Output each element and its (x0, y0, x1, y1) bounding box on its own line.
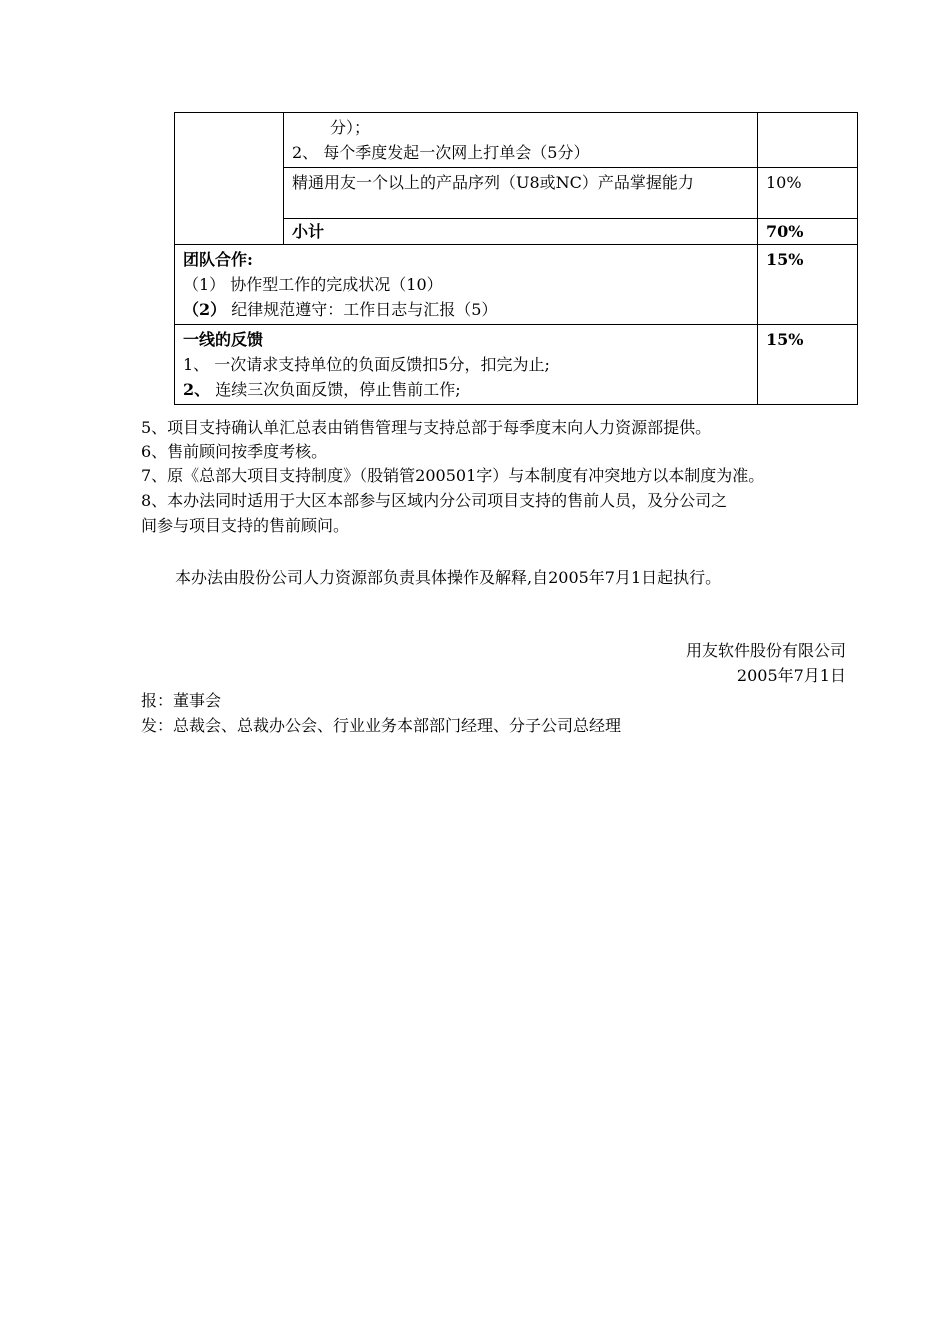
percent-cell-empty (758, 113, 858, 168)
feedback-item-1: 1、 一次请求支持单位的负面反馈扣5分，扣完为止; (183, 355, 550, 374)
table-row (175, 325, 858, 405)
feedback-item-2-number: 2、 (183, 380, 211, 399)
paragraph-8-line-1: 8、本办法同时适用于大区本部参与区域内分公司项目支持的售前人员，及分公司之 (141, 491, 728, 510)
team-cell (175, 245, 758, 325)
category-cell-empty (175, 113, 284, 245)
paragraph-7: 7、原《总部大项目支持制度》（股销管200501字）与本制度有冲突地方以本制度为准。 (141, 466, 765, 485)
team-item-1: （1） 协作型工作的完成状况（10） (183, 275, 443, 294)
subtotal-label: 小计 (284, 219, 758, 245)
subtotal-percent: 70% (758, 219, 858, 245)
feedback-title: 一线的反馈 (183, 330, 264, 349)
execution-statement: 本办法由股份公司人力资源部负责具体操作及解释,自2005年7月1日起执行。 (175, 568, 722, 587)
signature-date: 2005年7月1日 (736, 666, 846, 685)
report-line: 报：董事会 (141, 691, 222, 710)
table-row (175, 245, 858, 325)
paragraph-6: 6、售前顾问按季度考核。 (141, 442, 328, 461)
feedback-item-2-text: 连续三次负面反馈，停止售前工作; (210, 380, 461, 399)
feedback-cell (175, 325, 758, 405)
criteria-continuation: 分）； (330, 118, 371, 137)
table-row (175, 113, 858, 168)
criteria-item-2: 2、 每个季度发起一次网上打单会（5分） (292, 143, 590, 162)
signature-company: 用友软件股份有限公司 (685, 641, 846, 660)
feedback-item-2 (183, 377, 749, 402)
paragraph-8-line-2: 间参与项目支持的售前顾问。 (141, 516, 350, 535)
assessment-table (174, 112, 858, 405)
criteria-cell: 精通用友一个以上的产品序列（U8或NC）产品掌握能力 (284, 168, 758, 219)
team-item-2-number: （2） (183, 300, 227, 319)
send-line: 发：总裁会、总裁办公会、行业业务本部部门经理、分子公司总经理 (141, 716, 622, 735)
percent-cell: 10% (758, 168, 858, 219)
paragraph-5: 5、项目支持确认单汇总表由销售管理与支持总部于每季度末向人力资源部提供。 (141, 418, 712, 437)
team-item-2-text: 纪律规范遵守：工作日志与汇报（5） (226, 300, 498, 319)
feedback-percent: 15% (758, 325, 858, 405)
criteria-cell (284, 113, 758, 168)
team-item-2 (183, 297, 749, 322)
team-percent: 15% (758, 245, 858, 325)
team-title: 团队合作: (183, 250, 253, 269)
